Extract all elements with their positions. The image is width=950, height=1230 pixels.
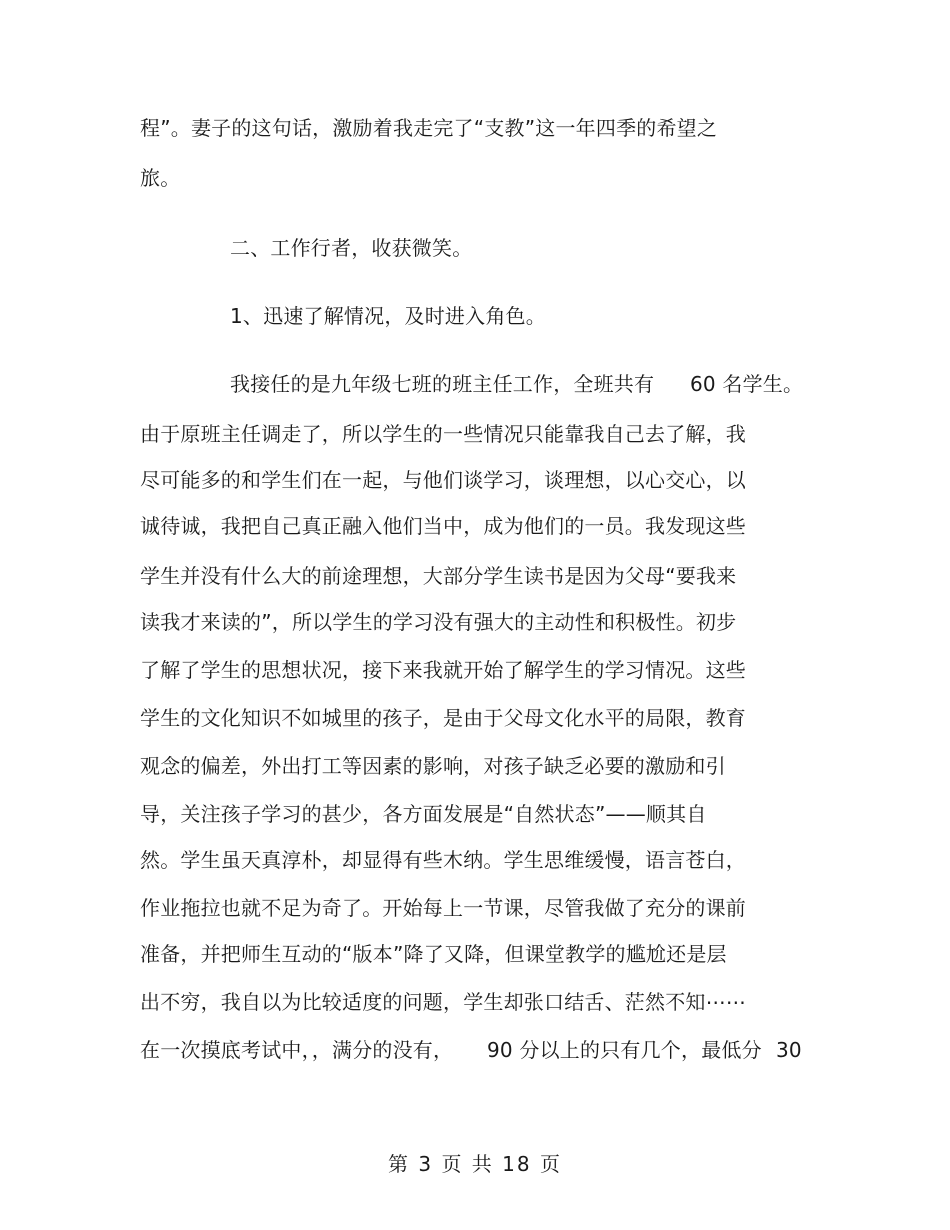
text-line: 了解了学生的思想状况，接下来我就开始了解学生的学习情况。这些: [140, 658, 746, 682]
text-segment: 30: [776, 1038, 802, 1062]
section-heading: 二、工作行者，收获微笑。: [230, 236, 473, 260]
text-line: 观念的偏差，外出打工等因素的影响，对孩子缺乏必要的激励和引: [140, 754, 726, 778]
text-line: 旅。: [140, 166, 181, 190]
text-line: 读我才来读的”，所以学生的学习没有强大的主动性和积极性。初步: [140, 610, 737, 634]
text-line: 出不穷，我自以为比较适度的问题，学生却张口结舌、茫然不知⋯⋯: [140, 990, 746, 1014]
text-segment: 90 分以上的只有几个，最低分: [487, 1038, 762, 1062]
text-line: 导，关注孩子学习的甚少，各方面发展是“自然状态”——顺其自: [140, 802, 707, 826]
text-line: 学生并没有什么大的前途理想，大部分学生读书是因为父母“要我来: [140, 564, 737, 588]
text-line: 作业拖拉也就不足为奇了。开始每上一节课，尽管我做了充分的课前: [140, 896, 746, 920]
text-line: 由于原班主任调走了，所以学生的一些情况只能靠我自己去了解，我: [140, 422, 746, 446]
text-line: 尽可能多的和学生们在一起，与他们谈学习，谈理想，以心交心，以: [140, 468, 746, 492]
text-segment: 我接任的是九年级七班的班主任工作，全班共有: [230, 372, 655, 396]
text-line: 然。学生虽天真淳朴，却显得有些木纳。学生思维缓慢，语言苍白，: [140, 848, 746, 872]
text-line: 准备，并把师生互动的“版本”降了又降，但课堂教学的尴尬还是层: [140, 942, 727, 966]
text-segment: 在一次摸底考试中，，满分的没有，: [140, 1038, 454, 1062]
page-number-footer: 第 3 页 共 18 页: [388, 1152, 562, 1176]
subsection-heading: 1、迅速了解情况，及时进入角色。: [230, 304, 546, 328]
text-segment: 60 名学生。: [690, 372, 804, 396]
text-line: 程”。妻子的这句话，激励着我走完了“支教”这一年四季的希望之: [140, 116, 718, 140]
text-line: 诚待诚，我把自己真正融入他们当中，成为他们的一员。我发现这些: [140, 514, 746, 538]
text-line: 学生的文化知识不如城里的孩子，是由于父母文化水平的局限，教育: [140, 706, 746, 730]
